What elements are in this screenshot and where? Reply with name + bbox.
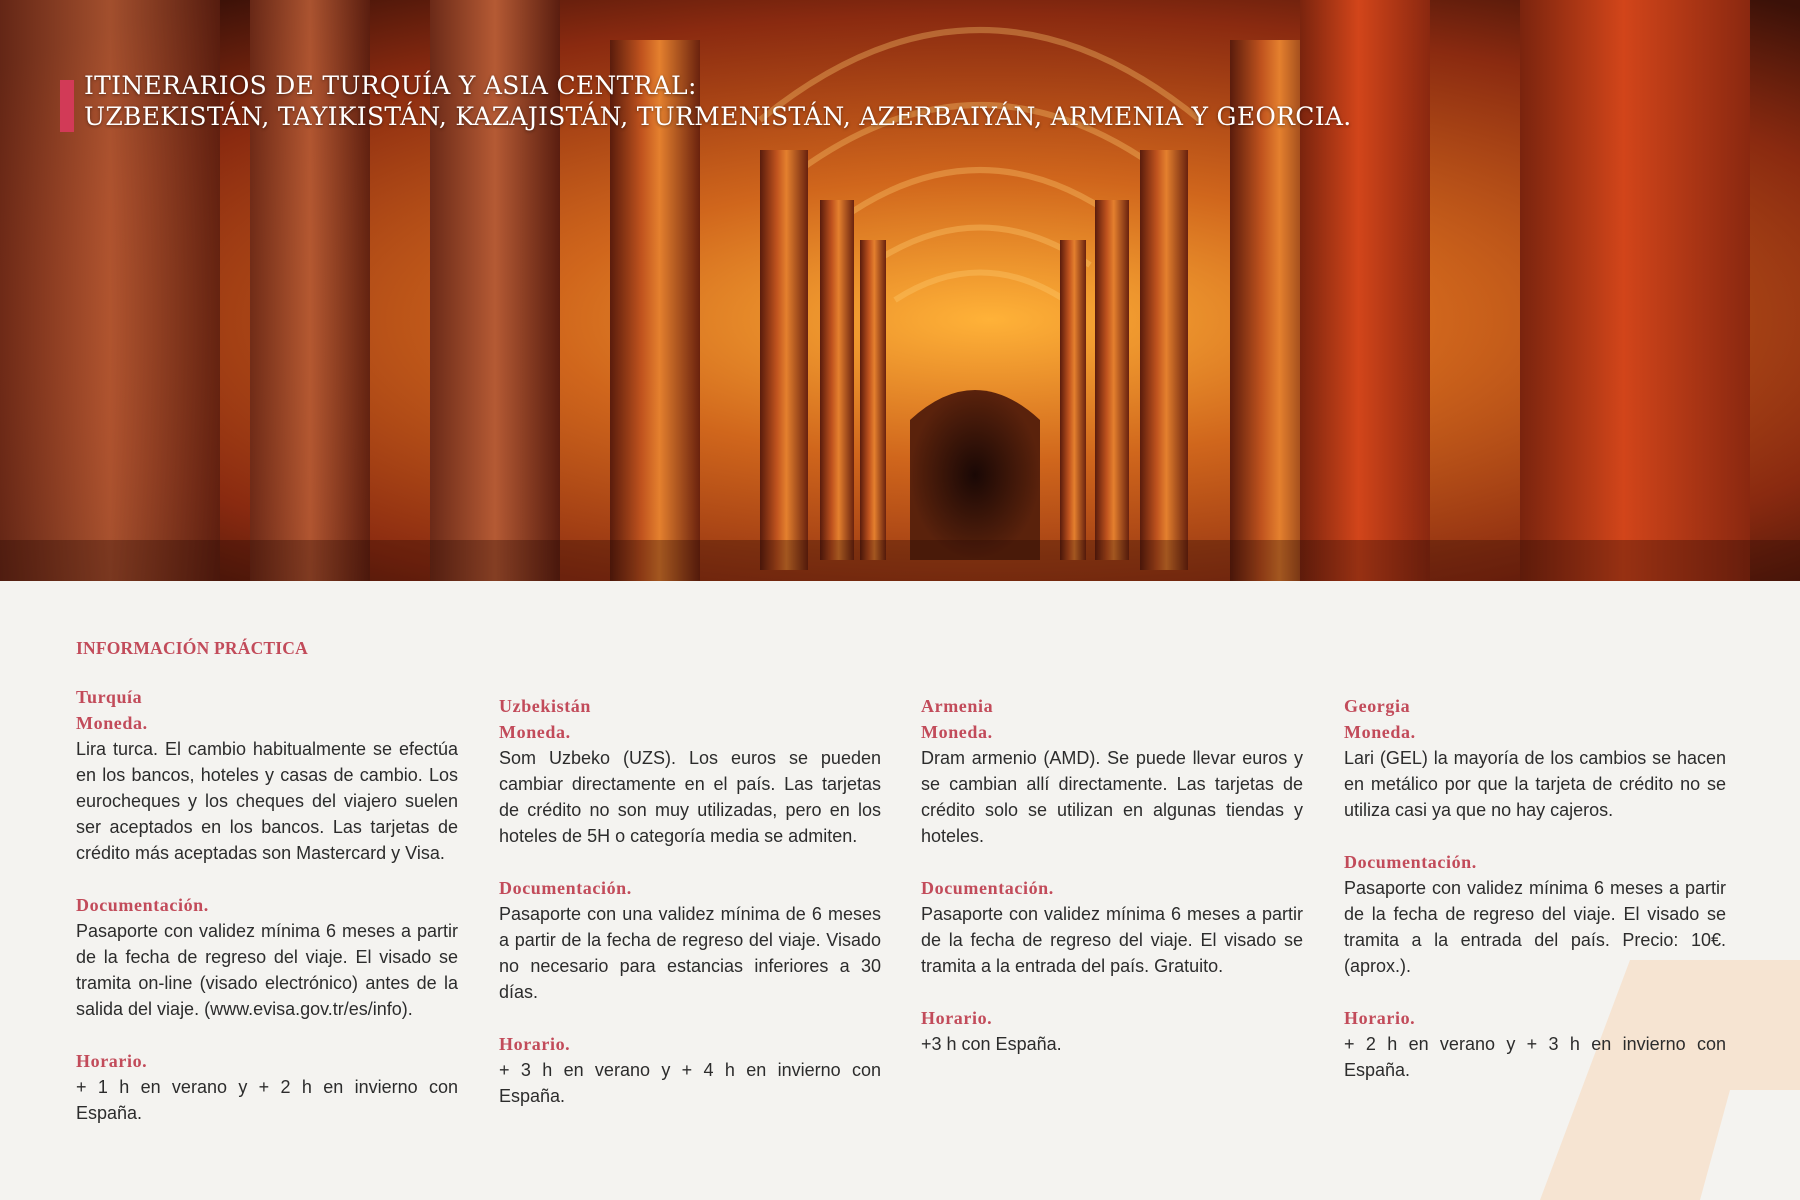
country-name: Turquía	[76, 687, 143, 707]
currency-label: Moneda.	[921, 722, 993, 742]
page-title-line-2: UZBEKISTÁN, TAYIKISTÁN, KAZAJISTÁN, TURMENISTÁN, AZERBAIYÁN, ARMENIA Y GEORCIA.	[84, 102, 1352, 131]
documentation-label: Documentación.	[1344, 852, 1477, 872]
page-title	[84, 70, 1584, 132]
documentation-label: Documentación.	[499, 878, 632, 898]
country-name: Georgia	[1344, 696, 1411, 716]
documentation-text: Pasaporte con una validez mínima de 6 meses a partir de la fecha de regreso del viaje. Visado no necesario para estancias inferiores a 30 días.	[499, 904, 881, 1002]
section-heading: INFORMACIÓN PRÁCTICA	[76, 638, 308, 658]
schedule-label: Horario.	[499, 1034, 571, 1054]
schedule-text: +3 h con España.	[921, 1034, 1062, 1054]
documentation-text: Pasaporte con validez mínima 6 meses a partir de la fecha de regreso del viaje. El visado se tramita a la entrada del país. Precio: 10€. (aprox.).	[1344, 878, 1726, 976]
schedule-text: + 2 h en verano y + 3 h en invierno con España.	[1344, 1034, 1726, 1080]
currency-label: Moneda.	[499, 722, 571, 742]
currency-label: Moneda.	[1344, 722, 1416, 742]
country-column-uzbekistan	[499, 693, 881, 1109]
schedule-text: + 1 h en verano y + 2 h en invierno con España.	[76, 1077, 458, 1123]
country-name: Armenia	[921, 696, 994, 716]
country-column-georgia	[1344, 693, 1726, 1083]
page-title-line-1: ITINERARIOS DE TURQUÍA Y ASIA CENTRAL:	[84, 71, 697, 100]
schedule-text: + 3 h en verano y + 4 h en invierno con España.	[499, 1060, 881, 1106]
currency-label: Moneda.	[76, 713, 148, 733]
schedule-label: Horario.	[921, 1008, 993, 1028]
documentation-text: Pasaporte con validez mínima 6 meses a partir de la fecha de regreso del viaje. El visado se tramita on-line (visado electrónico) antes de la salida del viaje. (www.evisa.gov.tr/es/info).	[76, 921, 458, 1019]
documentation-label: Documentación.	[76, 895, 209, 915]
title-accent-bar	[60, 80, 74, 132]
country-name: Uzbekistán	[499, 696, 592, 716]
country-column-armenia	[921, 693, 1303, 1057]
country-column-turquia	[76, 684, 458, 1126]
currency-text: Lira turca. El cambio habitualmente se efectúa en los bancos, hoteles y casas de cambio. Los eurocheques y los cheques del viajero suelen ser aceptados en los bancos. Las tarjetas de crédito más aceptadas son Mastercard y Visa.	[76, 739, 458, 863]
schedule-label: Horario.	[76, 1051, 148, 1071]
currency-text: Lari (GEL) la mayoría de los cambios se hacen en metálico por que la tarjeta de crédito no se utiliza casi ya que no hay cajeros.	[1344, 748, 1726, 820]
documentation-label: Documentación.	[921, 878, 1054, 898]
currency-text: Som Uzbeko (UZS). Los euros se pueden cambiar directamente en el país. Las tarjetas de crédito no son muy utilizadas, pero en los hoteles de 5H o categoría media se admiten.	[499, 748, 881, 846]
documentation-text: Pasaporte con validez mínima 6 meses a partir de la fecha de regreso del viaje. El visado se tramita a la entrada del país. Gratuito.	[921, 904, 1303, 976]
schedule-label: Horario.	[1344, 1008, 1416, 1028]
currency-text: Dram armenio (AMD). Se puede llevar euros y se cambian allí directamente. Las tarjetas de crédito solo se utilizan en algunas tiendas y hoteles.	[921, 748, 1303, 846]
